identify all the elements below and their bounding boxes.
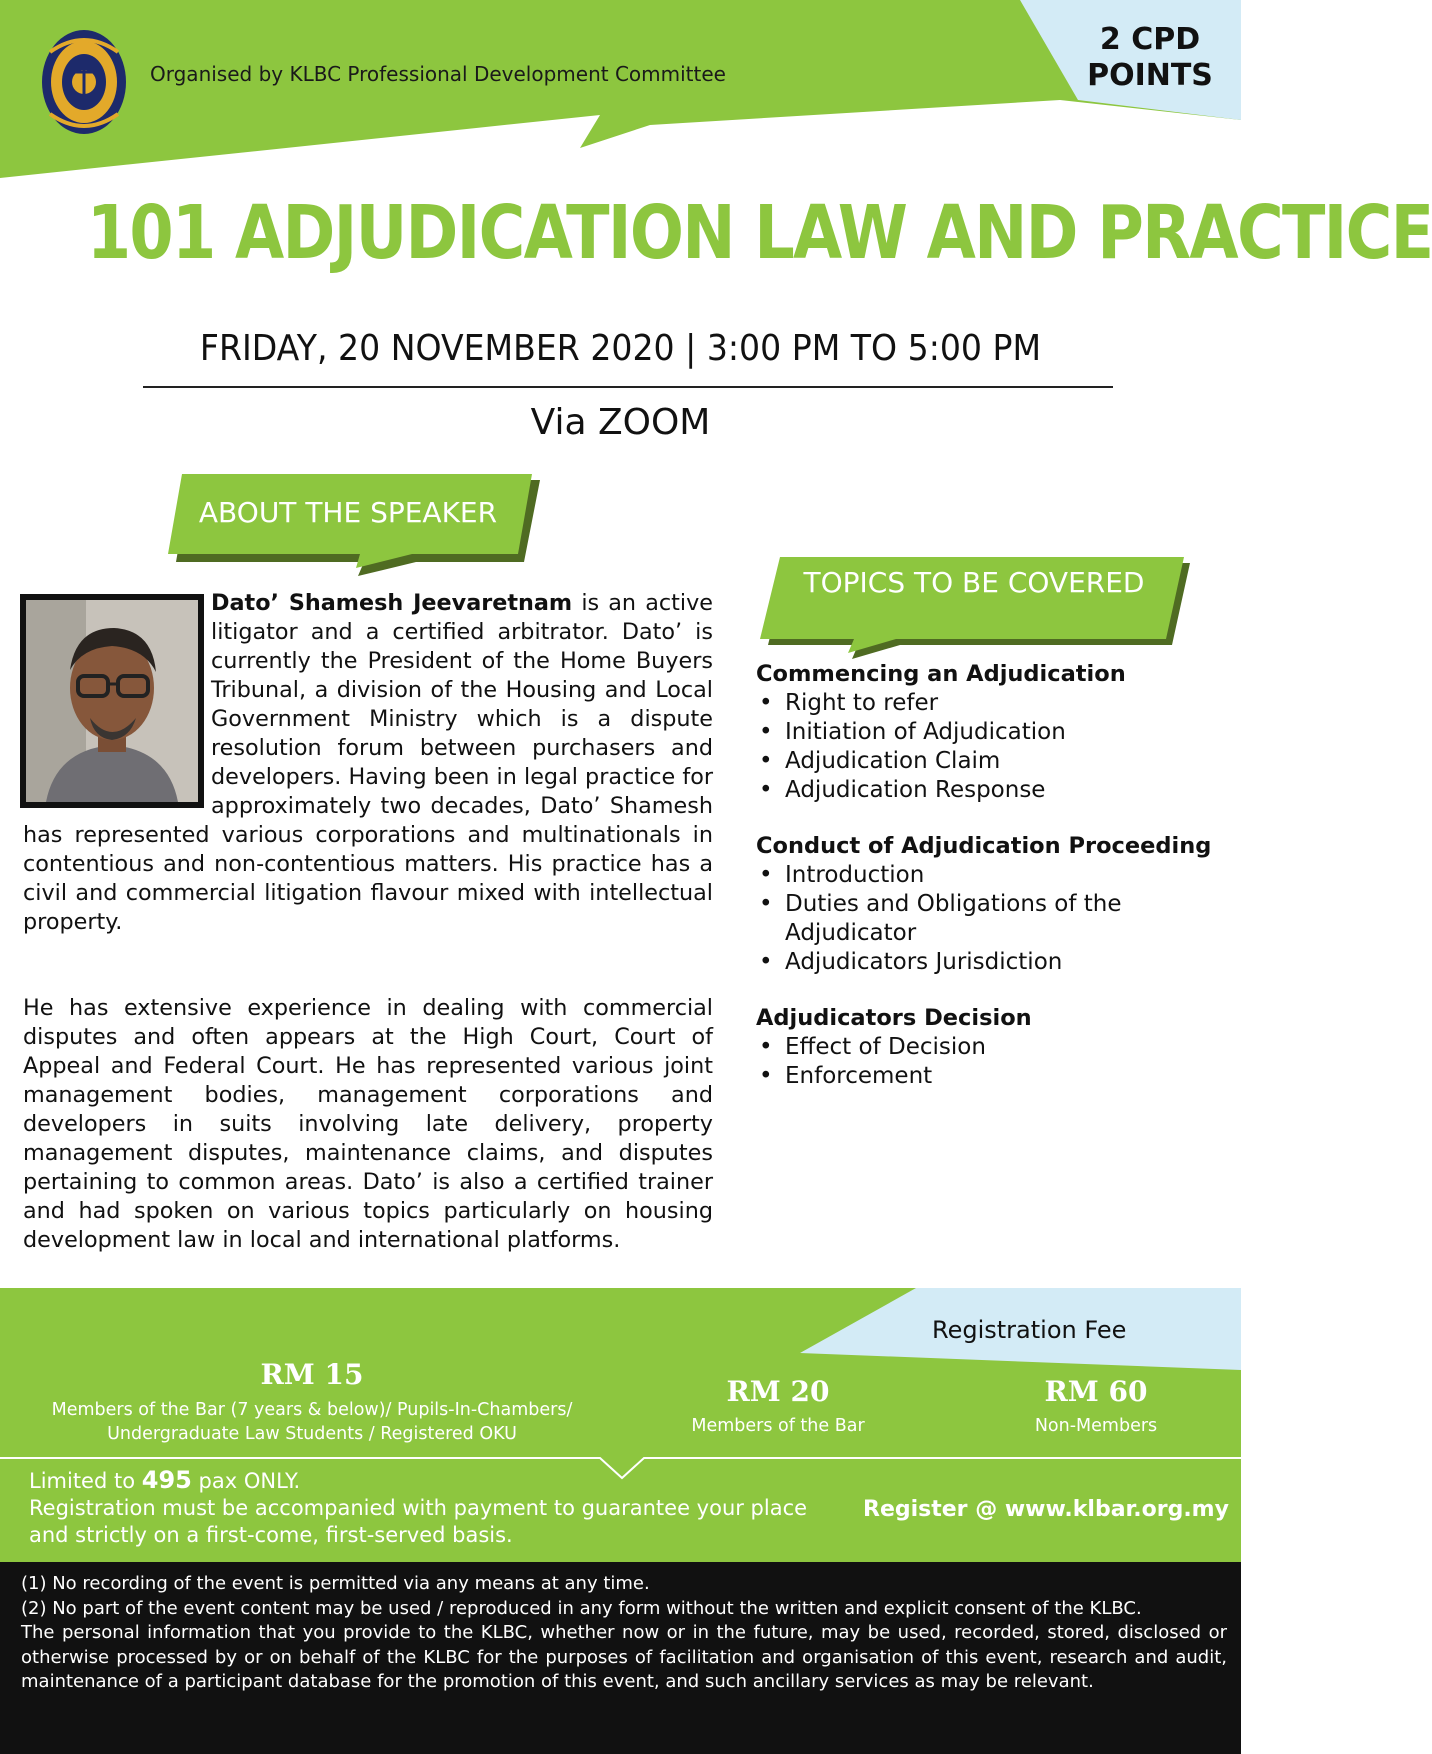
title-divider bbox=[143, 386, 1113, 388]
disclaimer-line-2: (2) No part of the event content may be used / reproduced in any form without the written and explicit consent of the KLBC. bbox=[21, 1597, 1142, 1619]
photo-spacer bbox=[23, 589, 211, 807]
klbc-logo bbox=[38, 28, 130, 140]
pax-limit bbox=[29, 1467, 829, 1495]
fee-desc-tier-3: Non-Members bbox=[1034, 1416, 1158, 1436]
disclaimer-line-3: The personal information that you provide to the KLBC, whether now or in the future, may be used, recorded, stored, disclosed or otherwise processed by or on behalf of the KLBC for the purposes of facilitation and organisation of this event, research and audit, maintenance of a participant database for the promotion of this event, and such ancillary services as may be relevant. bbox=[21, 1622, 1227, 1692]
header-banner bbox=[0, 0, 1241, 180]
event-datetime: FRIDAY, 20 NOVEMBER 2020 | 3:00 PM TO 5:00 PM bbox=[199, 328, 1042, 369]
speaker-bio-paragraph-1 bbox=[23, 589, 713, 937]
topics-label: TOPICS TO BE COVERED bbox=[803, 566, 1145, 599]
pax-number: 495 bbox=[141, 1466, 192, 1494]
speaker-bio-2: He has extensive experience in dealing with commercial disputes and often appears at the High Court, Court of Appeal and Federal Court. He has represented various joint management bodies, management corporations and developers in suits involving late delivery, property management disputes, maintenance claims, and disputes pertaining to common areas. Dato’ is also a certified trainer and had spoken on various topics particularly on housing development law in local and international platforms. bbox=[23, 995, 713, 1253]
fee-price-tier-2: RM 20 bbox=[726, 1375, 830, 1408]
about-speaker-label: ABOUT THE SPEAKER bbox=[198, 496, 498, 529]
fee-price-tier-1: RM 15 bbox=[260, 1358, 364, 1391]
topic-group bbox=[756, 1004, 1226, 1091]
registration-note: Registration must be accompanied with payment to guarantee your place and strictly on a first-come, first-served basis. bbox=[29, 1496, 808, 1547]
speaker-bio-1: is an active litigator and a certified arbitrator. Dato’ is currently the President of the Home Buyers Tribunal, a division of the Housing and Local Government Ministry which is a dispute resolution forum between purchasers and developers. Having been in legal practice for approximately two decades, Dato’ Shamesh has represented various corporations and multinationals in contentious and non-contentious matters. His practice has a civil and commercial litigation flavour mixed with intellectual property. bbox=[23, 590, 713, 935]
speaker-name: Dato’ Shamesh Jeevaretnam bbox=[211, 590, 573, 616]
cpd-line-1: 2 CPD bbox=[1099, 22, 1201, 57]
topic-item: • Adjudication Response bbox=[756, 776, 1226, 805]
fee-desc-tier-1: Members of the Bar (7 years & below)/ Pupils-In-Chambers/ Undergraduate Law Students / Registered OKU bbox=[51, 1400, 573, 1444]
topic-heading: Adjudicators Decision bbox=[756, 1005, 1032, 1031]
event-title: 101 ADJUDICATION LAW AND PRACTICE bbox=[86, 190, 1432, 276]
topic-item: • Adjudicators Jurisdiction bbox=[756, 948, 1226, 977]
topics-list bbox=[756, 660, 1226, 1118]
register-link[interactable]: Register @ www.klbar.org.my bbox=[863, 1497, 1229, 1522]
disclaimer-text bbox=[21, 1572, 1227, 1695]
topic-item: • Adjudication Claim bbox=[756, 747, 1226, 776]
topic-item: • Introduction bbox=[756, 861, 1226, 890]
limit-suffix: pax ONLY. bbox=[191, 1469, 301, 1493]
fee-desc-tier-2: Members of the Bar bbox=[691, 1416, 865, 1436]
topic-item: • Enforcement bbox=[756, 1062, 1226, 1091]
topic-item: • Right to refer bbox=[756, 689, 1226, 718]
topic-item: • Duties and Obligations of the Adjudicator bbox=[756, 890, 1226, 948]
speaker-bio-paragraph-2 bbox=[23, 994, 713, 1255]
topic-item: • Initiation of Adjudication bbox=[756, 718, 1226, 747]
topic-item: • Effect of Decision bbox=[756, 1033, 1226, 1062]
organiser-text: Organised by KLBC Professional Development Committee bbox=[150, 62, 726, 86]
disclaimer-line-1: (1) No recording of the event is permitted via any means at any time. bbox=[21, 1573, 650, 1594]
cpd-line-2: POINTS bbox=[1087, 58, 1213, 93]
disclaimer-section bbox=[0, 1562, 1241, 1754]
cpd-points-badge bbox=[1085, 22, 1215, 94]
event-venue: Via ZOOM bbox=[530, 402, 711, 443]
topic-group bbox=[756, 832, 1226, 977]
registration-limit bbox=[29, 1467, 829, 1549]
topic-heading: Commencing an Adjudication bbox=[756, 661, 1126, 687]
limit-prefix: Limited to bbox=[29, 1469, 142, 1493]
topic-group bbox=[756, 660, 1226, 805]
fee-price-tier-3: RM 60 bbox=[1044, 1375, 1148, 1408]
topic-heading: Conduct of Adjudication Proceeding bbox=[756, 833, 1212, 859]
registration-fee-title: Registration Fee bbox=[932, 1316, 1127, 1344]
